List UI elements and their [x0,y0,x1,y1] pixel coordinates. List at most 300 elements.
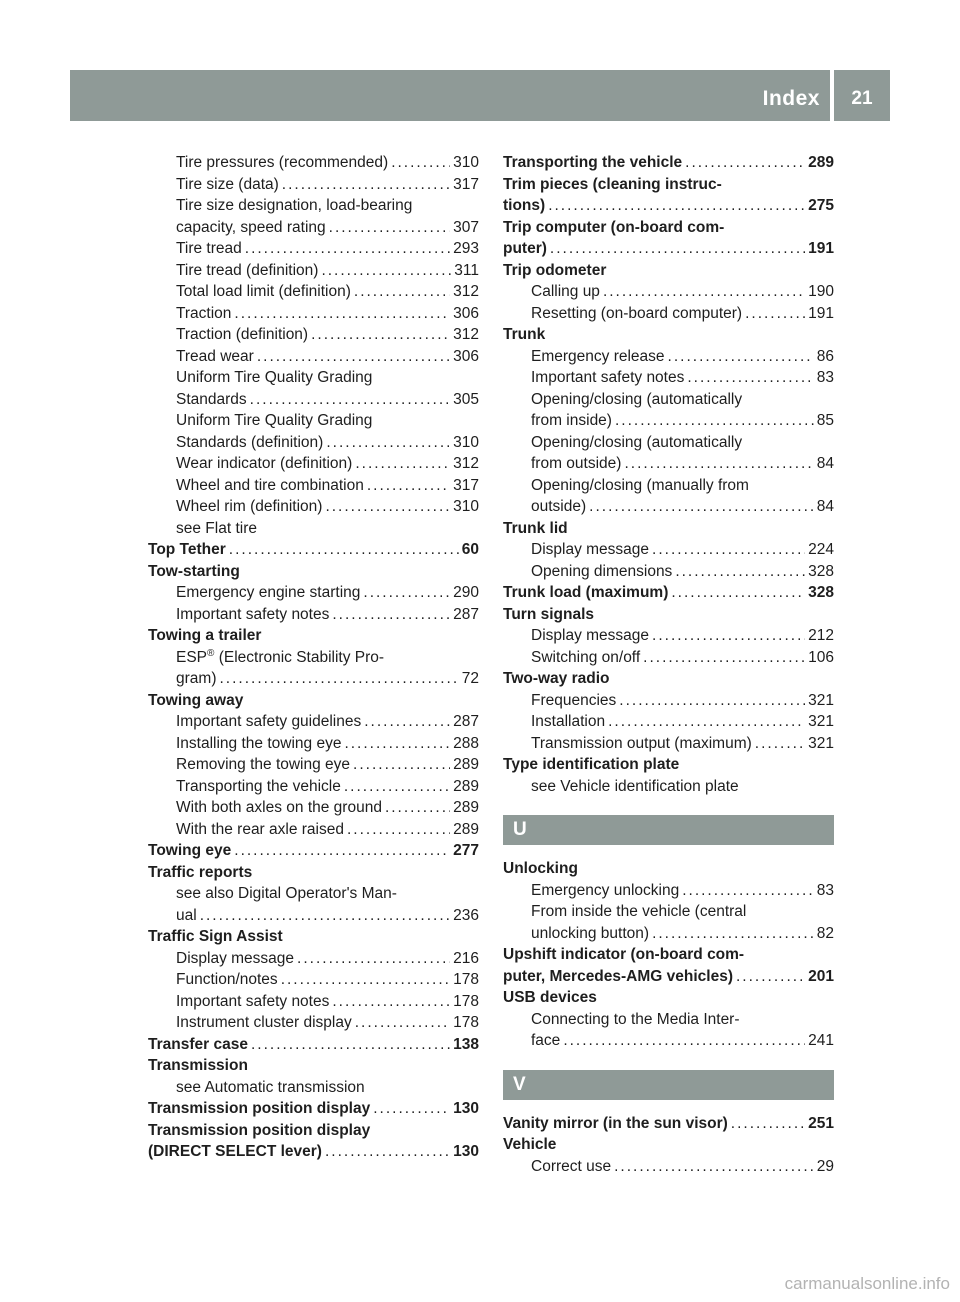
page-reference[interactable]: 85 [816,412,834,429]
entry-label: Trim pieces (cleaning instruc- [503,175,722,193]
page-reference[interactable]: 310 [453,433,479,451]
entry-label: Emergency engine starting [176,584,361,601]
index-subentry [503,690,834,712]
page-reference[interactable]: 236 [453,906,479,924]
entry-label: Opening dimensions [531,562,673,580]
page-reference[interactable]: 293 [453,240,479,257]
entry-label: Traction (definition) [176,326,309,343]
index-subentry [503,346,834,368]
entry-label: from outside) [531,455,622,472]
index-entry [503,1113,834,1135]
entry-label: Vehicle [503,1136,557,1153]
dot-leader [736,966,805,988]
page-reference[interactable]: 130 [453,1100,479,1117]
entry-label: Emergency unlocking [531,881,680,899]
dot-leader [311,324,450,346]
index-subentry [503,733,834,755]
page-reference[interactable]: 317 [453,476,479,494]
entry-label: Total load limit (definition) [176,283,351,300]
page-reference[interactable]: 60 [461,541,479,558]
dot-leader [325,1141,450,1163]
entry-label: Vanity mirror (in the sun visor) [503,1114,728,1132]
index-entry [503,195,834,217]
entry-label [176,647,384,669]
entry-label: Opening/closing (manually from [531,476,749,494]
entry-label: Towing a trailer [148,627,262,644]
entry-label: Emergency release [531,347,665,365]
dot-leader [354,281,450,303]
entry-label: outside) [531,498,587,515]
entry-label: Display message [531,627,650,644]
index-entry [503,174,834,196]
entry-label: Transmission [148,1057,248,1074]
index-entry [503,987,834,1009]
dot-leader [614,1156,814,1178]
index-subentry [148,303,479,325]
entry-label: Top Tether [148,541,226,558]
dot-leader [251,1034,450,1056]
index-subentry [503,880,834,902]
entry-label: Upshift indicator (on-board com- [503,946,745,963]
index-subentry [503,625,834,647]
index-entry [503,152,834,174]
entry-label: see Automatic transmission [176,1078,365,1096]
dot-leader [325,496,450,518]
page-reference[interactable]: 311 [454,261,479,279]
page-reference[interactable]: 289 [453,756,479,773]
page-reference[interactable]: 84 [816,498,834,515]
page-reference[interactable]: 83 [816,881,834,899]
page-reference[interactable]: 130 [453,1143,479,1160]
entry-label: see also Digital Operator's Man- [176,885,397,902]
index-subentry [148,152,479,174]
dot-leader [550,238,805,260]
dot-leader [682,880,814,902]
entry-label: puter, Mercedes-AMG vehicles) [503,967,733,985]
index-entry [503,260,834,282]
dot-leader [364,711,450,733]
entry-label: capacity, speed rating [176,218,326,236]
dot-leader [245,238,450,260]
page-reference[interactable]: 289 [453,799,479,816]
entry-label: Important safety notes [531,369,685,386]
index-entry [503,518,834,540]
index-subentry [148,217,479,239]
page-reference[interactable]: 287 [453,605,479,623]
entry-label: USB devices [503,989,597,1006]
index-subentry [148,195,479,217]
dot-leader [344,733,450,755]
index-entry [503,1134,834,1156]
dot-leader [615,410,814,432]
dot-leader [643,647,805,669]
index-entry [503,668,834,690]
entry-label: unlocking button) [531,924,650,942]
dot-leader [329,217,450,239]
entry-label-text: ESP [176,648,208,666]
page-reference[interactable]: 275 [808,197,834,214]
index-subentry [503,539,834,561]
entry-label: gram) [176,670,217,687]
entry-label: Frequencies [531,691,617,709]
dot-leader [731,1113,805,1135]
entry-label: With the rear axle raised [176,820,344,838]
index-subentry [503,475,834,497]
dot-leader [385,797,450,819]
registered-mark: ® [207,647,215,659]
page-reference[interactable]: 82 [816,924,834,942]
index-entry [503,324,834,346]
index-subentry [148,1077,479,1099]
index-entry [503,217,834,239]
entry-label: ual [176,906,197,924]
dot-leader [297,948,450,970]
page-reference[interactable]: 289 [453,777,479,795]
entry-label: Tire tread [176,240,242,257]
index-entry [503,582,834,604]
entry-label: Display message [176,949,295,967]
page-reference[interactable]: 307 [453,218,479,236]
index-entry [148,1098,479,1120]
index-subentry [148,324,479,346]
letter-section-header: U [503,815,834,845]
page-number: 21 [851,88,873,109]
index-entry [148,561,479,583]
page-reference[interactable]: 306 [453,347,479,365]
index-subentry [148,389,479,411]
entry-label: Standards [176,390,247,408]
entry-label: Towing away [148,691,244,709]
index-entry [148,1034,479,1056]
entry-label: Tire size designation, load-bearing [176,197,413,214]
dot-leader [624,453,813,475]
dot-leader [332,991,450,1013]
dot-leader [671,582,805,604]
index-subentry [148,819,479,841]
dot-leader [200,905,450,927]
page-reference[interactable]: 321 [808,691,834,709]
entry-label: Trunk lid [503,519,568,537]
page-reference[interactable]: 277 [453,842,479,859]
index-subentry [503,901,834,923]
index-subentry [503,561,834,583]
index-subentry [503,303,834,325]
entry-label: Two-way radio [503,670,610,687]
index-subentry [503,1156,834,1178]
page-reference[interactable]: 312 [453,326,479,343]
entry-label: Trunk [503,326,546,343]
index-subentry [148,905,479,927]
dot-leader [344,776,450,798]
entry-label: Type identification plate [503,756,680,773]
page-reference[interactable]: 306 [453,304,479,322]
entry-label: Important safety notes [176,605,330,623]
index-subentry [148,346,479,368]
page-reference[interactable]: 212 [808,627,834,644]
page-reference[interactable]: 190 [808,283,834,300]
index-subentry [503,432,834,454]
entry-label: Uniform Tire Quality Grading [176,369,373,386]
entry-label: Installing the towing eye [176,734,342,752]
entry-label: Connecting to the Media Inter- [531,1010,740,1028]
index-subentry [148,948,479,970]
dot-leader [363,582,450,604]
dot-leader [589,496,814,518]
page-reference[interactable]: 312 [453,283,479,300]
index-subentry [503,389,834,411]
index-subentry [503,647,834,669]
entry-label: From inside the vehicle (central [531,903,747,920]
entry-label: from inside) [531,412,612,429]
index-subentry [148,410,479,432]
page-reference[interactable]: 83 [816,369,834,386]
index-subentry [503,496,834,518]
footer-watermark: carmanualsonline.info [784,1274,950,1293]
index-subentry [148,432,479,454]
entry-label: (DIRECT SELECT lever) [148,1143,322,1160]
page-reference[interactable]: 178 [453,971,479,988]
entry-label: see Flat tire [176,519,257,537]
index-subentry [503,711,834,733]
page-reference[interactable]: 321 [808,734,834,752]
page-reference[interactable]: 106 [808,648,834,666]
entry-label: Transporting the vehicle [503,154,683,171]
dot-leader [229,539,459,561]
dot-leader [608,711,805,733]
index-subentry [148,496,479,518]
page-reference[interactable]: 290 [453,584,479,601]
index-entry [503,754,834,776]
page-reference[interactable]: 310 [453,498,479,515]
entry-label: Unlocking [503,860,578,877]
entry-label: With both axles on the ground [176,799,382,816]
index-subentry [148,281,479,303]
dot-leader [355,1012,450,1034]
entry-label: Transfer case [148,1035,248,1053]
entry-label: Trip odometer [503,261,607,279]
index-entry [148,690,479,712]
page-reference[interactable]: 289 [453,820,479,838]
page-reference[interactable]: 288 [453,734,479,752]
entry-label: Turn signals [503,605,595,623]
dot-leader [652,539,805,561]
page-reference[interactable]: 328 [808,562,834,580]
page-reference[interactable]: 178 [453,1014,479,1031]
entry-label: Traffic Sign Assist [148,928,283,945]
page-reference[interactable]: 178 [453,992,479,1010]
index-entry [148,862,479,884]
entry-label: Transmission position display [148,1121,371,1139]
dot-leader [391,152,450,174]
entry-label: Instrument cluster display [176,1014,352,1031]
index-subentry [503,923,834,945]
page-reference[interactable]: 72 [461,670,479,687]
dot-leader [234,840,450,862]
entry-label: Important safety guidelines [176,713,362,730]
entry-label: Transporting the vehicle [176,777,341,795]
index-subentry [148,453,479,475]
index-subentry [148,969,479,991]
index-entry [148,539,479,561]
entry-label: Tow-starting [148,562,240,580]
dot-leader [321,260,451,282]
entry-label: Traction [176,304,232,322]
dot-leader [219,668,458,690]
entry-label: face [531,1032,561,1049]
entry-label: Tire size (data) [176,175,279,193]
dot-leader [563,1030,805,1052]
dot-leader [353,754,450,776]
entry-label: Resetting (on-board computer) [531,304,743,322]
index-subentry [148,991,479,1013]
page-reference[interactable]: 241 [808,1032,834,1049]
index-entry [503,858,834,880]
dot-leader [355,453,450,475]
index-subentry [148,754,479,776]
entry-label: Transmission output (maximum) [531,734,752,752]
page-reference[interactable]: 201 [808,967,834,985]
entry-label: Important safety notes [176,992,330,1010]
index-column-right [503,152,834,1177]
dot-leader [347,819,450,841]
entry-label: tions) [503,197,546,214]
index-subentry [148,647,479,669]
page-reference[interactable]: 251 [808,1114,834,1132]
index-subentry [148,883,479,905]
entry-label: Function/notes [176,971,278,988]
entry-label: Towing eye [148,842,232,859]
index-subentry [148,1012,479,1034]
index-entry [503,604,834,626]
index-subentry [148,174,479,196]
index-subentry [148,582,479,604]
index-entry [148,840,479,862]
index-subentry [503,776,834,798]
index-subentry [148,475,479,497]
dot-leader [250,389,450,411]
page-reference[interactable]: 191 [808,240,834,257]
entry-label: Standards (definition) [176,433,324,451]
entry-label: Tire tread (definition) [176,261,319,279]
entry-label: Wheel and tire combination [176,476,364,494]
dot-leader [652,923,814,945]
entry-label: Tire pressures (recommended) [176,154,389,171]
entry-label: Traffic reports [148,863,253,881]
entry-label: Opening/closing (automatically [531,433,743,451]
index-entry [148,625,479,647]
index-subentry [148,733,479,755]
dot-leader [687,367,813,389]
dot-leader [619,690,805,712]
dot-leader [282,174,450,196]
page-reference[interactable]: 317 [453,175,479,193]
dot-leader [234,303,450,325]
entry-label: Switching on/off [531,648,641,666]
page-reference[interactable]: 321 [808,713,834,730]
dot-leader [603,281,805,303]
entry-label: Installation [531,713,606,730]
entry-label: Tread wear [176,347,254,365]
entry-label: Opening/closing (automatically [531,390,743,408]
index-subentry [503,281,834,303]
index-subentry [503,410,834,432]
entry-label: Wear indicator (definition) [176,455,353,472]
index-subentry [148,518,479,540]
index-entry [148,1120,479,1142]
dot-leader [745,303,805,325]
index-subentry [503,453,834,475]
page-reference[interactable]: 29 [816,1157,834,1175]
index-entry [503,944,834,966]
page-reference[interactable]: 289 [808,154,834,171]
dot-leader [652,625,805,647]
dot-leader [373,1098,450,1120]
page-reference[interactable]: 328 [808,584,834,601]
index-subentry [148,797,479,819]
index-subentry [503,367,834,389]
index-subentry [503,1030,834,1052]
index-entry [148,1141,479,1163]
page-reference[interactable]: 312 [453,455,479,472]
index-subentry [148,367,479,389]
dot-leader [367,475,450,497]
entry-label: Trunk load (maximum) [503,584,669,601]
index-subentry [148,604,479,626]
dot-leader [548,195,805,217]
dot-leader [755,733,805,755]
dot-leader [281,969,450,991]
entry-label: Calling up [531,283,600,300]
entry-label: Display message [531,541,650,558]
page-reference[interactable]: 224 [808,541,834,558]
index-subentry [503,1009,834,1031]
page-reference[interactable]: 86 [816,347,834,365]
entry-label: Transmission position display [148,1100,371,1117]
dot-leader [675,561,805,583]
index-subentry [148,238,479,260]
page-reference[interactable]: 305 [453,390,479,408]
dot-leader [326,432,450,454]
page-reference[interactable]: 138 [453,1035,479,1053]
index-entry [148,926,479,948]
dot-leader [668,346,814,368]
entry-label: see Vehicle identification plate [531,777,739,795]
page-reference[interactable]: 216 [453,949,479,967]
page-reference[interactable]: 191 [808,304,834,322]
entry-label: Correct use [531,1157,612,1175]
page-reference[interactable]: 310 [453,154,479,171]
entry-label-text: (Electronic Stability Pro- [214,648,385,666]
entry-label: Trip computer (on-board com- [503,218,725,236]
letter-section-header: V [503,1070,834,1100]
entry-label: Wheel rim (definition) [176,498,323,515]
index-entry [503,238,834,260]
index-subentry [148,776,479,798]
dot-leader [332,604,450,626]
dot-leader [685,152,805,174]
index-subentry [148,668,479,690]
index-entry [148,1055,479,1077]
page-reference[interactable]: 287 [453,713,479,730]
index-column-left [148,152,479,1163]
page-title: Index [762,87,820,110]
index-entry [503,966,834,988]
entry-label: Removing the towing eye [176,756,351,773]
page-reference[interactable]: 84 [816,455,834,472]
entry-label: puter) [503,240,547,257]
index-subentry [148,260,479,282]
entry-label: Uniform Tire Quality Grading [176,412,373,429]
